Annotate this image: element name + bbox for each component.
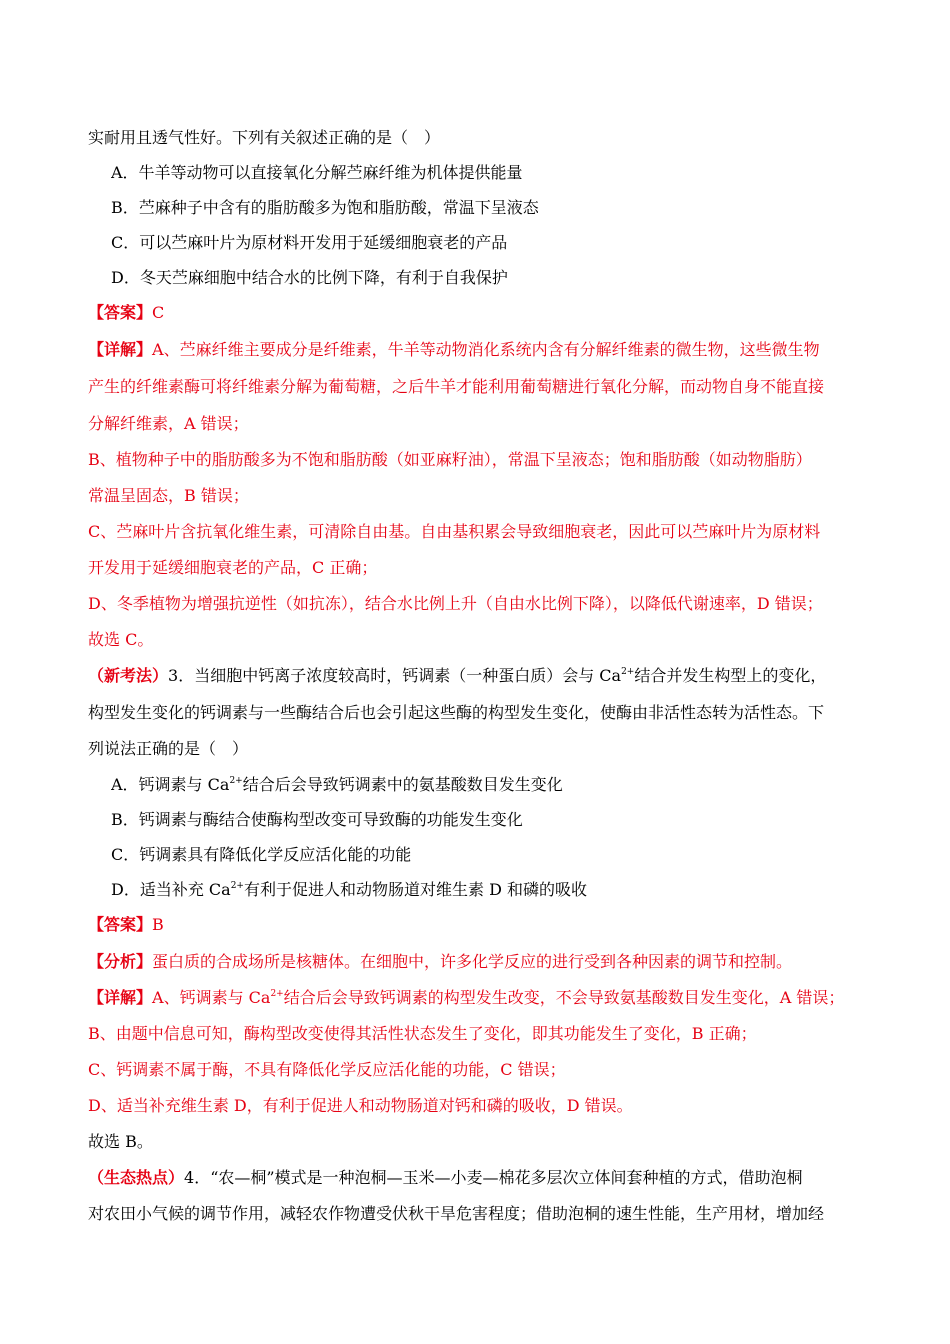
option-text: 结合后会导致钙调素中的氨基酸数目发生变化 [242,775,563,794]
stem-text: 结合并发生构型上的变化， [634,666,827,685]
option-text: D．适当补充 Ca [111,880,231,899]
q3-option-a [111,775,862,797]
q3-detail-line [88,988,862,1010]
option-text: 有利于促进人和动物肠道对维生素 D 和磷的吸收 [243,880,587,899]
q2-detail-line: 常温呈固态，B 错误； [88,486,249,505]
answer-label: 【答案】 [88,303,153,322]
q3-option-c: C．钙调素具有降低化学反应活化能的功能 [111,845,412,864]
q3-conclusion: 故选 B。 [88,1132,153,1151]
q3-detail-line: B、由题中信息可知，酶构型改变使得其活性状态发生了变化，即其功能发生了变化，B 正确； [88,1024,757,1043]
stem-text: 3．当细胞中钙离子浓度较高时，钙调素（一种蛋白质）会与 Ca [168,666,622,685]
q3-stem-line: 构型发生变化的钙调素与一些酶结合后也会引起这些酶的构型发生变化，使酶由非活性态转为活性态。下 [88,703,825,722]
superscript: 2+ [229,776,243,786]
q3-analysis [88,952,862,974]
answer-value: B [152,915,164,934]
superscript: 2+ [621,667,635,677]
q2-detail-line [88,340,862,362]
q3-detail-line: D、适当补充维生素 D，有利于促进人和动物肠道对钙和磷的吸收，D 错误。 [88,1096,633,1115]
detail-text: A、钙调素与 Ca [152,988,271,1007]
q2-answer [88,303,862,325]
q2-detail-line: 产生的纤维素酶可将纤维素分解为葡萄糖，之后牛羊才能利用葡萄糖进行氧化分解，而动物自身不能直接 [88,377,825,396]
q3-option-d [111,880,862,902]
option-text: A．钙调素与 Ca [111,775,230,794]
q2-detail-line: C、苎麻叶片含抗氧化维生素，可清除自由基。自由基积累会导致细胞衰老，因此可以苎麻叶片为原材料 [88,522,821,541]
analysis-text: 蛋白质的合成场所是核糖体。在细胞中，许多化学反应的进行受到各种因素的调节和控制。 [152,952,793,971]
detail-text: A、苎麻纤维主要成分是纤维素，牛羊等动物消化系统内含有分解纤维素的微生物，这些微生物 [152,340,820,359]
stem-text: 4．“农—桐”模式是一种泡桐—玉米—小麦—棉花多层次立体间套种植的方式，借助泡桐 [184,1168,803,1187]
q4-stem-line: 对农田小气候的调节作用，减轻农作物遭受伏秋干旱危害程度；借助泡桐的速生性能，生产用材，增加经 [88,1204,825,1223]
q2-detail-line: 故选 C。 [88,630,154,649]
q2-detail-line: B、植物种子中的脂肪酸多为不饱和脂肪酸（如亚麻籽油），常温下呈液态；饱和脂肪酸（如动物脂肪） [88,450,812,469]
question-tag: （生态热点） [88,1168,185,1187]
q2-option-c: C．可以苎麻叶片为原材料开发用于延缓细胞衰老的产品 [111,233,508,252]
answer-value: C [152,303,165,322]
q4-stem [88,1168,862,1190]
superscript: 2+ [230,881,244,891]
detail-label: 【详解】 [88,340,153,359]
q2-option-d: D．冬天苎麻细胞中结合水的比例下降，有利于自我保护 [111,268,508,287]
q3-stem [88,666,862,688]
q3-answer [88,915,862,937]
superscript: 2+ [270,989,284,999]
q2-option-a: A．牛羊等动物可以直接氧化分解苎麻纤维为机体提供能量 [111,163,523,182]
q2-detail-line: 分解纤维素，A 错误； [88,414,249,433]
question-tag: （新考法） [88,666,169,685]
analysis-label: 【分析】 [88,952,153,971]
q2-stem-tail: 实耐用且透气性好。下列有关叙述正确的是（ ） [88,128,441,147]
answer-label: 【答案】 [88,915,153,934]
q3-stem-line: 列说法正确的是（ ） [88,739,249,758]
q2-detail-line: 开发用于延缓细胞衰老的产品，C 正确； [88,558,378,577]
detail-text: 结合后会导致钙调素的构型发生改变，不会导致氨基酸数目发生变化，A 错误； [283,988,845,1007]
q2-detail-line: D、冬季植物为增强抗逆性（如抗冻），结合水比例上升（自由水比例下降），以降低代谢速率，D 错误； [88,594,823,613]
detail-label: 【详解】 [88,988,153,1007]
q3-option-b: B．钙调素与酶结合使酶构型改变可导致酶的功能发生变化 [111,810,523,829]
q3-detail-line: C、钙调素不属于酶，不具有降低化学反应活化能的功能，C 错误； [88,1060,566,1079]
q2-option-b: B．苎麻种子中含有的脂肪酸多为饱和脂肪酸，常温下呈液态 [111,198,539,217]
